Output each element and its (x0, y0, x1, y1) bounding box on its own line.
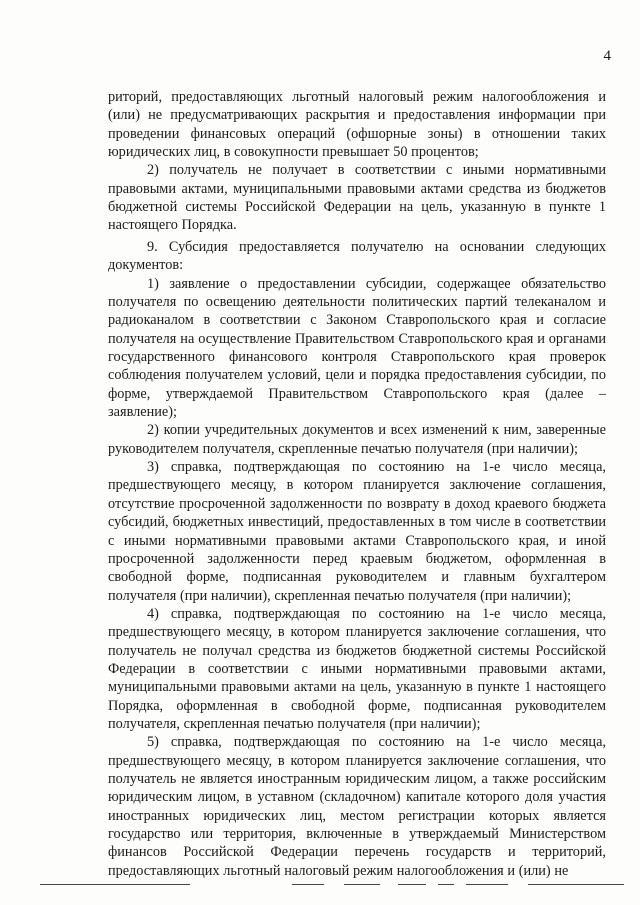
paragraph-continuation: риторий, предоставляющих льготный налоговый режим налогообложения и (или) не предусматривающих раскрытия и предоставления информации при проведении финансовых операций (офшорные зоны) в отношении таких юридических лиц, в совокупности превышает 50 процентов; (108, 89, 606, 161)
section-item-9 (108, 238, 606, 880)
section-continuation (108, 88, 606, 235)
paragraph-document-4: 4) справка, подтверждающая по состоянию на 1-е число месяца, предшествующего месяцу, в котором планируется заключение соглашения, что получатель не получал средства из бюджетов бюджетной системы Российской Федерации в соответствии с иными нормативными правовыми актами, муниципальными правовыми актами на цель, указанную в пункте 1 настоящего Порядка, оформленная в свободной форме, подписанная руководителем получателя, скрепленная печатью получателя (при наличии); (108, 605, 606, 732)
scan-mark (344, 884, 380, 885)
paragraph-condition-2: 2) получатель не получает в соответствии с иными нормативными правовыми актами, муниципальными правовыми актами средства из бюджетов бюджетной системы Российской Федерации на цель, указанную в пункте 1 настоящего Порядка. (108, 162, 606, 234)
paragraph-document-3: 3) справка, подтверждающая по состоянию на 1-е число месяца, предшествующего месяцу, в котором планируется заключение соглашения, отсутствие просроченной задолженности по возврату в доход краевого бюджета субсидий, бюджетных инвестиций, предоставленных в том числе в соответствии с иными нормативными правовыми актами Ставропольского края, и иной просроченной задолженности перед краевым бюджетом, оформленная в свободной форме, подписанная руководителем и главным бухгалтером получателя (при наличии), скрепленная печатью получателя (при наличии); (108, 459, 606, 604)
scan-mark (292, 884, 324, 885)
scan-mark (438, 884, 454, 885)
page-number: 4 (603, 48, 611, 64)
paragraph-document-1: 1) заявление о предоставлении субсидии, содержащее обязательство получателя по освещению деятельности политических партий телеканалом и радиоканалом в соответствии с Законом Ставропольского края и согласие получателя на осуществление Правительством Ставропольского края и органами государственного финансового контроля Ставропольского края проверок соблюдения получателем условий, цели и порядка предоставления субсидии, по форме, утверждаемой Правительством Ставропольского края (далее – заявление); (108, 275, 606, 421)
scan-mark (398, 884, 426, 885)
paragraph-document-2: 2) копии учредительных документов и всех изменений к ним, заверенные руководителем получателя, скрепленные печатью получателя (при наличии); (108, 422, 606, 457)
scan-mark (466, 884, 508, 885)
scan-mark (40, 884, 190, 885)
paragraph-document-5: 5) справка, подтверждающая по состоянию на 1-е число месяца, предшествующего месяцу, в котором планируется заключение соглашения, что получатель не является иностранным юридическим лицом, а также российским юридическим лицом, в уставном (складочном) капитале которого доля участия иностранных юридических лиц, местом регистрации которых является государство или территория, включенные в утверждаемый Министерством финансов Российской Федерации перечень государств и территорий, предоставляющих льготный налоговый режим налогообложения и (или) не (108, 734, 606, 879)
paragraph-item-9-heading: 9. Субсидия предоставляется получателю на основании следующих документов: (108, 239, 606, 274)
scan-mark (528, 884, 624, 885)
scan-edge-marks (0, 880, 640, 892)
